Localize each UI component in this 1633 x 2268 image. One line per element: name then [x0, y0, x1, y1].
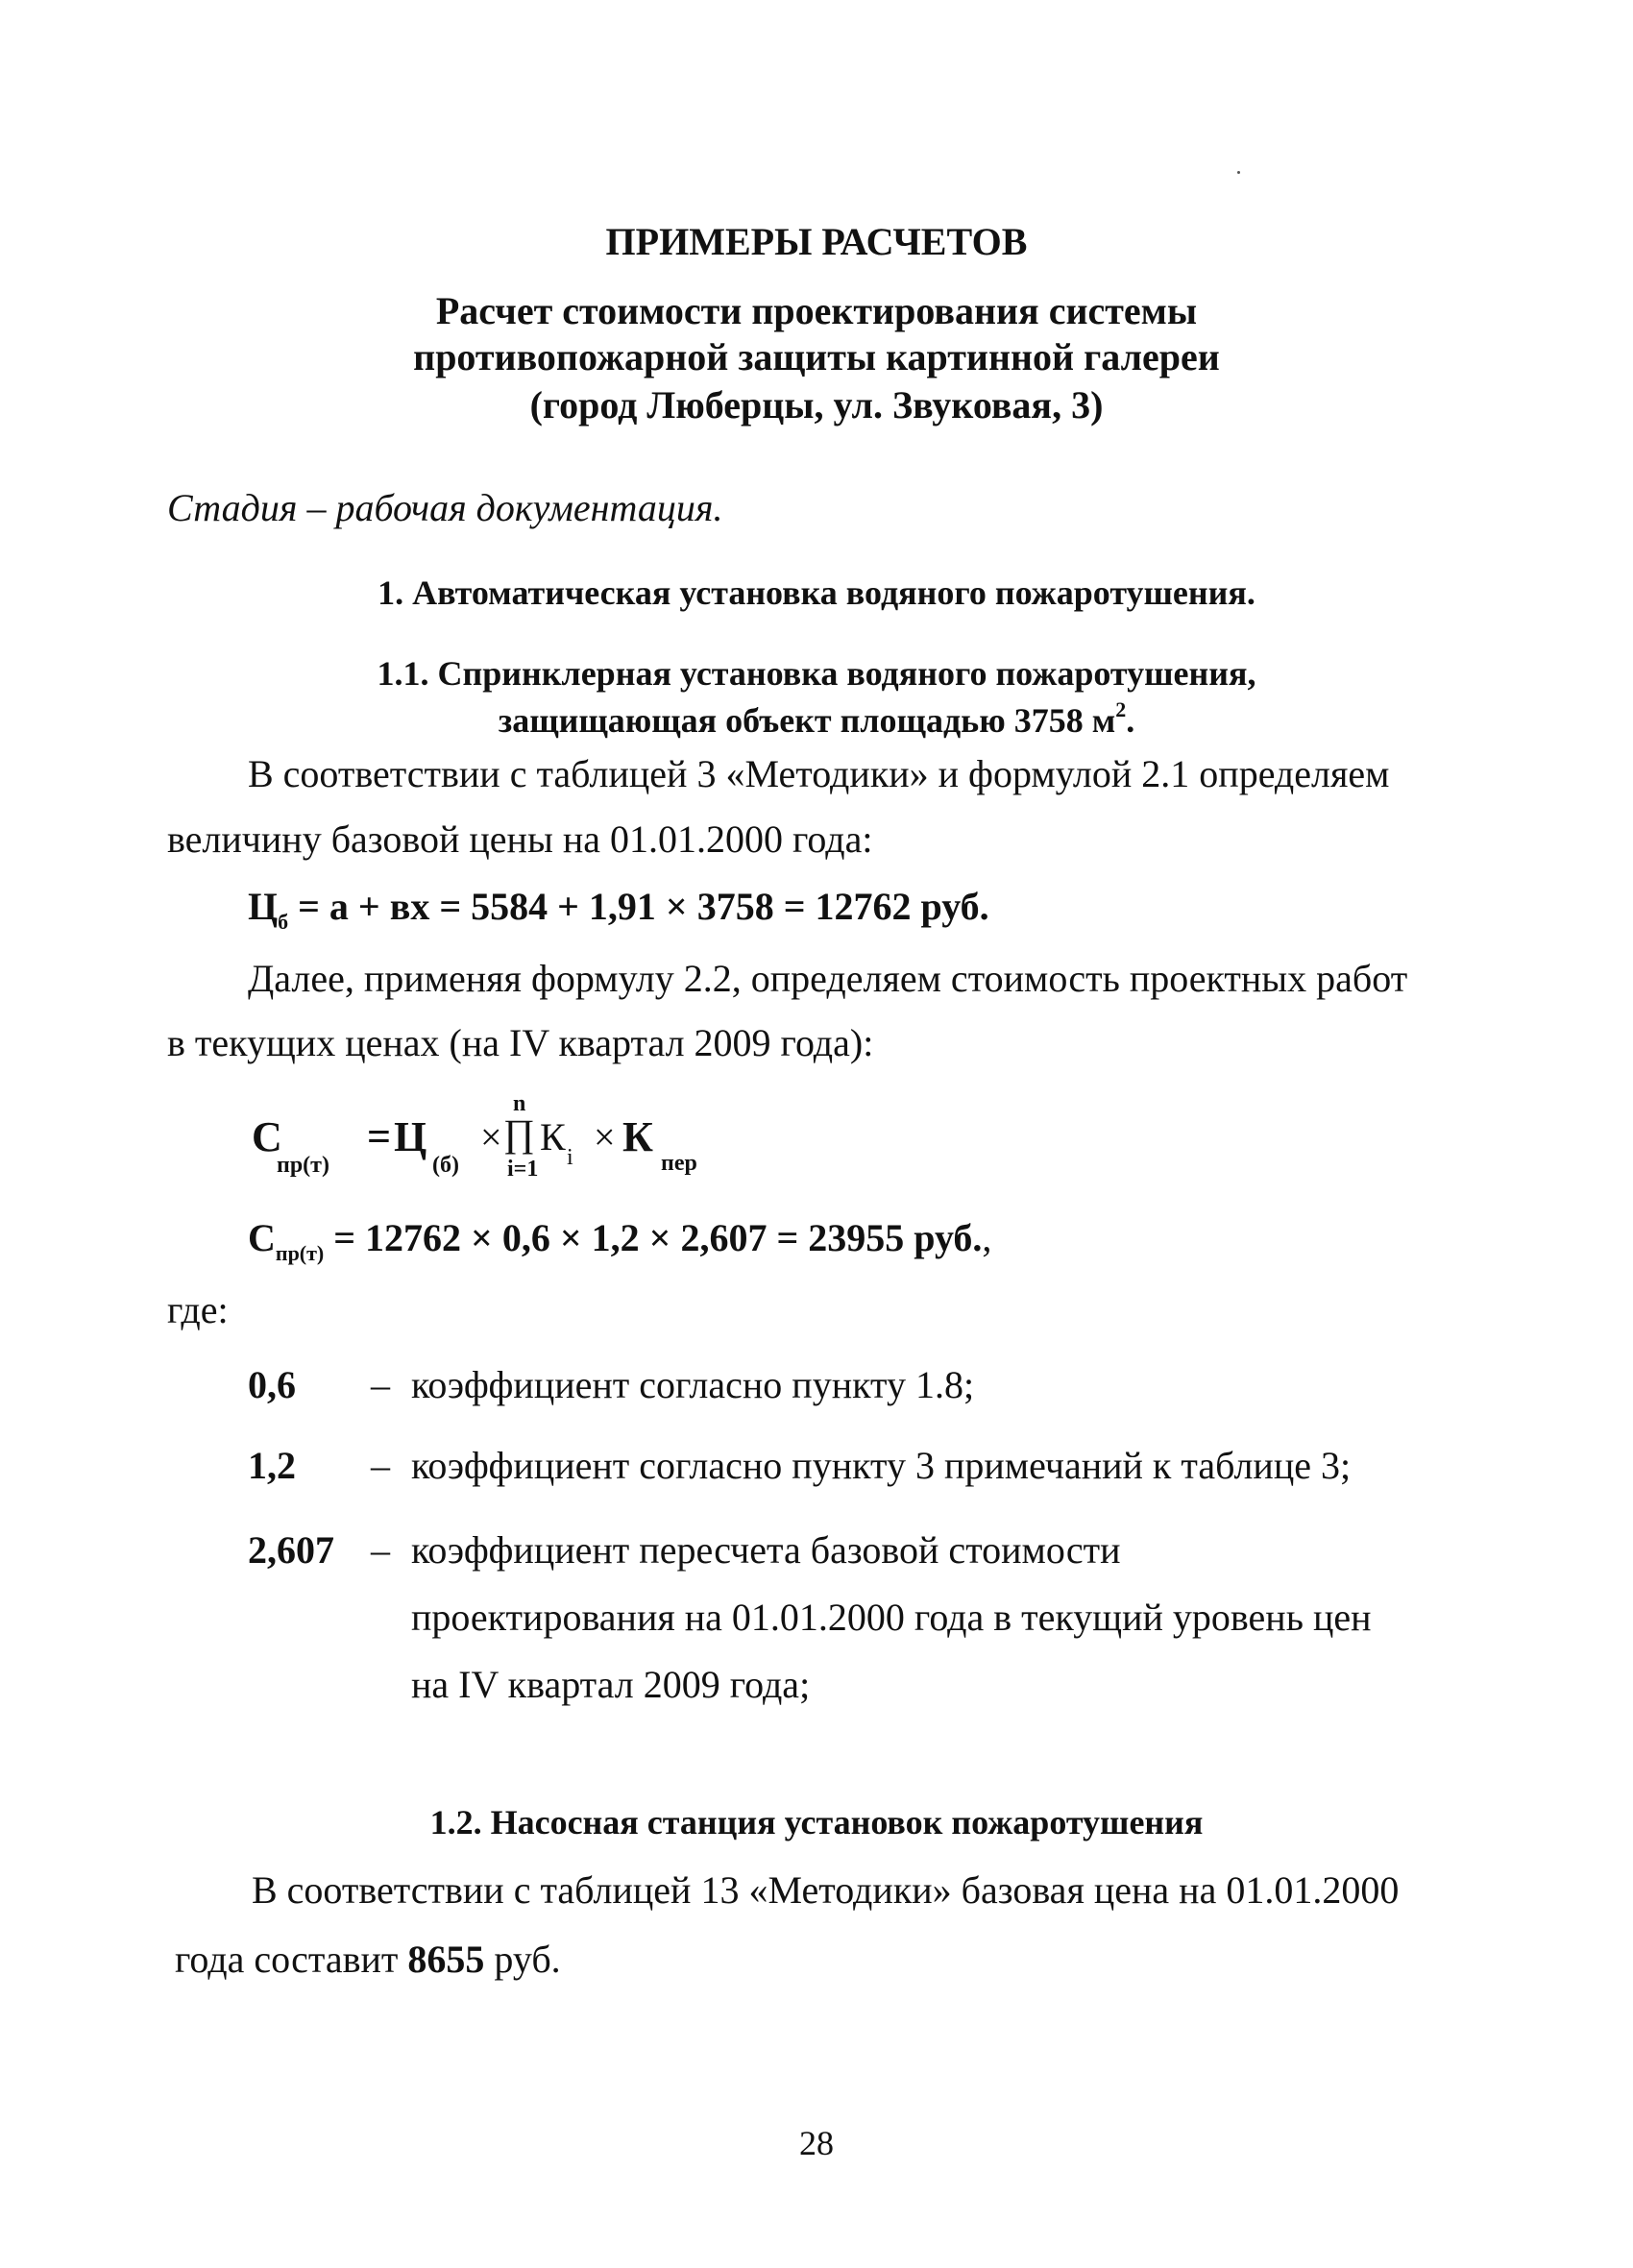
page-number: 28	[799, 2124, 834, 2162]
paragraph-3-line-1: В соответствии с таблицей 13 «Методики» базовая цена на 01.01.2000	[252, 1868, 1400, 1912]
subtitle-line-3: (город Люберцы, ул. Звуковая, 3)	[529, 383, 1104, 427]
formula-base-price	[248, 884, 989, 935]
definition-1-value: 0,6	[248, 1363, 296, 1406]
paragraph-2-line-2: в текущих ценах (на IV квартал 2009 года):	[167, 1021, 874, 1064]
paragraph-3-text: года составит	[175, 1938, 408, 1981]
paragraph-1-line-1: В соответствии с таблицей 3 «Методики» и формулой 2.1 определяем	[248, 752, 1390, 795]
product-symbol: ∏	[503, 1111, 535, 1155]
formula-3-comma: ,	[982, 1216, 992, 1259]
section-1-1-heading-line-2	[0, 697, 1633, 741]
formula-2-base-subscript: (б)	[432, 1153, 459, 1178]
definition-3-dash: –	[371, 1528, 390, 1572]
where-label: где:	[167, 1288, 229, 1331]
definition-3-text-line-2: проектирования на 01.01.2000 года в текущий уровень цен	[411, 1596, 1372, 1639]
formula-2-equals: =	[367, 1113, 392, 1160]
product-lower-limit: i=1	[507, 1157, 539, 1182]
page-title: ПРИМЕРЫ РАСЧЕТОВ	[605, 220, 1028, 263]
base-price-value: 8655	[407, 1938, 485, 1981]
formula-2-c-subscript: пр(т)	[277, 1153, 329, 1178]
subtitle-line-2: противопожарной защиты картинной галереи	[413, 335, 1220, 378]
formula-numeric-cost	[248, 1215, 991, 1266]
paragraph-1-line-2: величину базовой цены на 01.01.2000 года:	[167, 817, 873, 861]
section-1-2-heading: 1.2. Насосная станция установок пожаротушения	[429, 1803, 1204, 1841]
section-1-1-period: .	[1126, 701, 1135, 740]
paragraph-2-line-1: Далее, применяя формулу 2.2, определяем стоимость проектных работ	[248, 957, 1408, 1000]
section-1-1-heading-line-1: 1.1. Спринклерная установка водяного пожаротушения,	[377, 654, 1256, 693]
product-upper-limit: n	[513, 1091, 526, 1116]
formula-1-lhs: Ц	[248, 885, 279, 928]
section-1-1-area-text: защищающая объект площадью 3758 м	[498, 701, 1116, 740]
formula-3-c: С	[248, 1216, 276, 1259]
formula-2-k: К	[540, 1115, 566, 1158]
formula-2-base-price: Ц	[394, 1113, 427, 1160]
formula-2-times-1: ×	[480, 1115, 502, 1158]
definition-3-value: 2,607	[248, 1528, 334, 1572]
formula-2-k-subscript: i	[567, 1145, 573, 1170]
definition-2-dash: –	[371, 1444, 390, 1487]
definition-3-text-line-3: на IV квартал 2009 года;	[411, 1663, 811, 1706]
formula-2-times-2: ×	[594, 1115, 616, 1158]
definition-1-text: коэффициент согласно пункту 1.8;	[411, 1363, 975, 1406]
definition-2-text: коэффициент согласно пункту 3 примечаний к таблице 3;	[411, 1444, 1352, 1487]
formula-2-k-per: К	[622, 1113, 653, 1160]
formula-2-k-per-subscript: пер	[661, 1151, 697, 1176]
formula-1-rhs: = а + вх = 5584 + 1,91 × 3758 = 12762 руб.	[288, 885, 989, 928]
paragraph-3-line-2	[175, 1937, 561, 1982]
formula-3-rhs: = 12762 × 0,6 × 1,2 × 2,607 = 23955 руб.	[324, 1216, 983, 1259]
section-1-heading: 1. Автоматическая установка водяного пожаротушения.	[378, 573, 1255, 612]
paragraph-3-currency: руб.	[484, 1938, 561, 1981]
formula-1-lhs-subscript: б	[278, 910, 289, 934]
stage-label: Стадия – рабочая документация.	[167, 486, 723, 529]
scan-speck	[1237, 171, 1240, 174]
definition-2-value: 1,2	[248, 1444, 296, 1487]
definition-3-text: коэффициент пересчета базовой стоимости	[411, 1528, 1121, 1572]
subtitle-line-1: Расчет стоимости проектирования системы	[435, 289, 1198, 332]
formula-2-c: С	[252, 1113, 282, 1160]
formula-3-c-subscript: пр(т)	[275, 1241, 325, 1265]
definition-1-dash: –	[371, 1363, 390, 1406]
area-unit-exponent: 2	[1115, 697, 1127, 721]
